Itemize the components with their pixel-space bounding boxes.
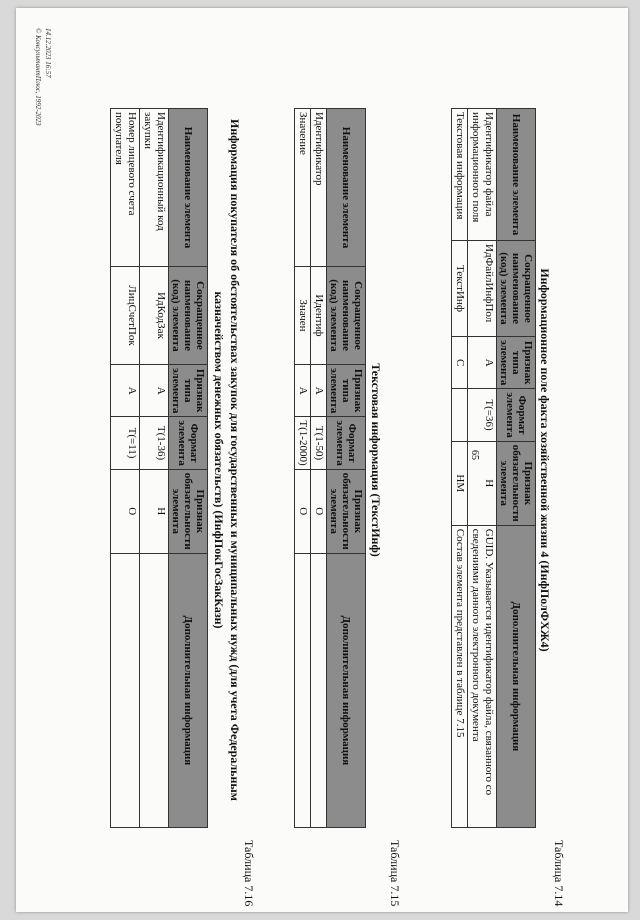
- table-7-15: [294, 108, 366, 828]
- rotated-page-content: [16, 8, 628, 912]
- header-cell: Дополнительная информация: [497, 525, 536, 827]
- table-7-16: [110, 108, 208, 828]
- cell-notes: Состав элемента представлен в таблице 7.15: [452, 525, 468, 827]
- document-page: [16, 8, 628, 912]
- table-label-7-15: Таблица 7.15: [388, 840, 402, 907]
- header-cell: Наименование элемента: [169, 109, 208, 267]
- table-header-row: [169, 109, 208, 828]
- cell-required: О: [111, 469, 140, 553]
- cell-format: Т(1-2000): [295, 417, 311, 469]
- print-stamp-date: 14.12.2023 16:57: [44, 28, 52, 78]
- cell-notes: GUID. Указывается идентификатор файла, связанного со сведениями данного электронного документа: [468, 525, 497, 827]
- cell-type: А: [468, 337, 497, 389]
- table-caption-7-15: Текстовая информация (ТекстИнф): [369, 363, 383, 557]
- table-header-row: [327, 109, 366, 828]
- table-caption-7-16-line1: Информация покупателя об обстоятельствах закупок для государственных и муниципальных нужд (для учета Федеральным: [228, 119, 242, 801]
- table-header-row: [497, 109, 536, 828]
- cell-element-name: Идентификационный код закупки: [140, 109, 169, 267]
- cell-element-name: Номер лицевого счета покупателя: [111, 109, 140, 267]
- table-row: [452, 109, 468, 828]
- header-cell: Признак обязательности элемента: [497, 441, 536, 525]
- cell-required: НМ: [452, 441, 468, 525]
- cell-type: А: [311, 365, 327, 417]
- cell-required: О: [295, 469, 311, 553]
- header-cell: Наименование элемента: [327, 109, 366, 267]
- cell-code: ЛицСчетПок: [111, 267, 140, 365]
- cell-code: Идентиф: [311, 267, 327, 365]
- cell-code: ИдФайлИнфПол: [468, 241, 497, 337]
- cell-format: Т(1-50): [311, 417, 327, 469]
- cell-format: [452, 389, 468, 441]
- cell-notes: [295, 553, 311, 827]
- cell-required: Н: [140, 469, 169, 553]
- header-cell: Признак обязательности элемента: [327, 469, 366, 553]
- header-cell: Дополнительная информация: [169, 553, 208, 827]
- cell-notes: [111, 553, 140, 827]
- cell-element-name: Идентификатор: [311, 109, 327, 267]
- header-cell: Признак обязательности элемента: [169, 469, 208, 553]
- table-7-14: [451, 108, 536, 828]
- cell-format: Т(=11): [111, 417, 140, 469]
- print-stamp-source: © КонсультантПлюс, 1992-2023: [34, 28, 42, 126]
- header-cell: Формат элемента: [497, 389, 536, 441]
- cell-format: Т(=36): [468, 389, 497, 441]
- cell-required: Н: [468, 441, 497, 525]
- header-cell: Формат элемента: [169, 417, 208, 469]
- table-row: [311, 109, 327, 828]
- header-cell: Формат элемента: [327, 417, 366, 469]
- page-number: 65: [469, 450, 480, 460]
- cell-element-name: Текстовая информация: [452, 109, 468, 241]
- table-row: [140, 109, 169, 828]
- header-cell: Наименование элемента: [497, 109, 536, 241]
- header-cell: Сокращенное наименование (код) элемента: [497, 241, 536, 337]
- table-caption-7-14: Информационное поле факта хозяйственной жизни 4 (ИнфПолФХЖ4): [538, 268, 552, 652]
- header-cell: Признак типа элемента: [497, 337, 536, 389]
- cell-required: О: [311, 469, 327, 553]
- cell-code: ТекстИнф: [452, 241, 468, 337]
- table-row: [111, 109, 140, 828]
- table-caption-7-16-line2: казначейством денежных обязательств) (ИнфПокГосЗакКазн): [212, 291, 226, 629]
- table-label-7-16: Таблица 7.16: [242, 840, 256, 907]
- cell-code: ИдКодЗак: [140, 267, 169, 365]
- header-cell: Сокращенное наименование (код) элемента: [169, 267, 208, 365]
- cell-notes: [311, 553, 327, 827]
- cell-type: А: [111, 365, 140, 417]
- header-cell: Сокращенное наименование (код) элемента: [327, 267, 366, 365]
- cell-element-name: Значение: [295, 109, 311, 267]
- cell-notes: [140, 553, 169, 827]
- cell-element-name: Идентификатор файла информационного поля: [468, 109, 497, 241]
- table-row: [468, 109, 497, 828]
- header-cell: Дополнительная информация: [327, 553, 366, 827]
- cell-format: Т(1-36): [140, 417, 169, 469]
- cell-type: С: [452, 337, 468, 389]
- cell-type: А: [295, 365, 311, 417]
- header-cell: Признак типа элемента: [169, 365, 208, 417]
- table-row: [295, 109, 311, 828]
- table-label-7-14: Таблица 7.14: [552, 840, 566, 907]
- cell-type: А: [140, 365, 169, 417]
- cell-code: Значен: [295, 267, 311, 365]
- header-cell: Признак типа элемента: [327, 365, 366, 417]
